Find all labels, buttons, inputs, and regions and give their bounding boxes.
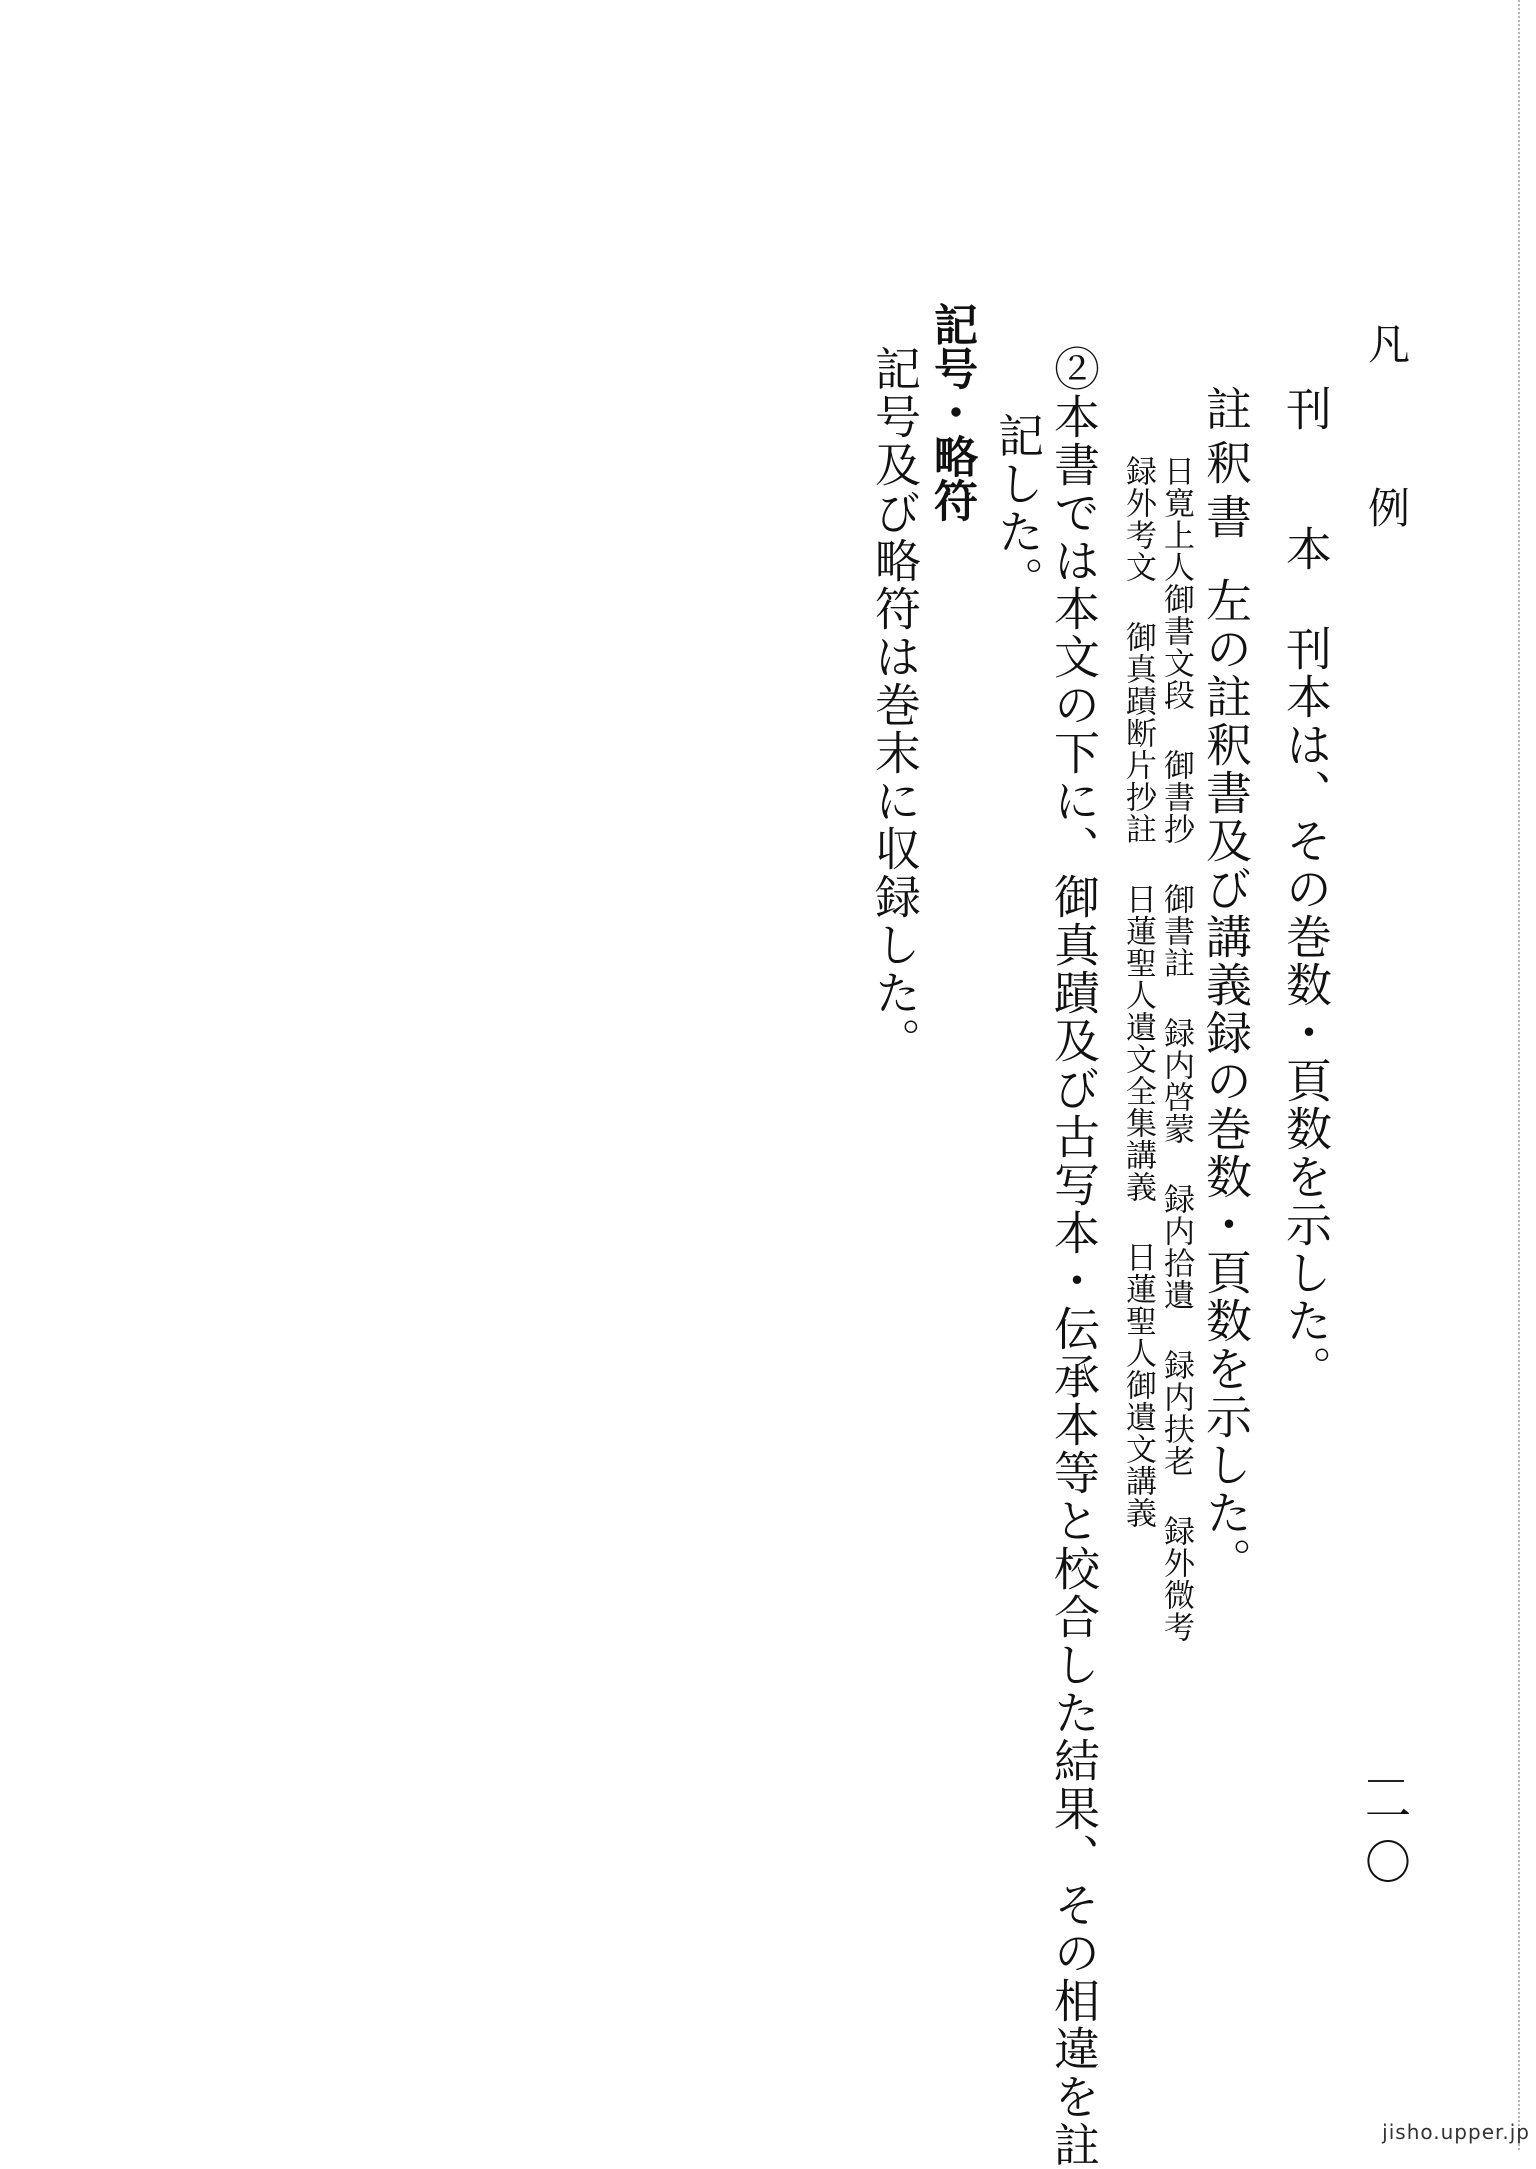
entry-kanpon — [1279, 385, 1333, 1393]
book-title: 御真蹟断片抄註 — [1120, 621, 1156, 845]
book-title: 日蓮聖人遺文全集講義 — [1120, 883, 1156, 1203]
page-number — [1358, 1780, 1412, 1884]
book-title: 録外考文 — [1120, 455, 1156, 583]
symbols-heading: 記号・略符 — [926, 302, 977, 522]
book-list-row-2 — [1120, 455, 1156, 1529]
book-title: 御書抄 — [1158, 749, 1194, 845]
section-heading: 凡 例 — [1362, 322, 1411, 568]
entry-kanpon-text: 刊本は、その巻数・頁数を示した。 — [1279, 625, 1333, 1393]
item-2-line-2: 記した。 — [991, 412, 1045, 604]
entry-kanpon-label: 刊 本 — [1279, 385, 1333, 595]
page-edge-line — [1518, 0, 1520, 2150]
book-title: 日寛上人御書文段 — [1158, 455, 1194, 711]
entry-chushaku — [1199, 385, 1253, 1585]
entry-chushaku-text: 左の註釈書及び講義録の巻数・頁数を示した。 — [1199, 577, 1253, 1585]
page-number-rule — [1368, 1780, 1404, 1782]
entry-chushaku-label: 註釈書 — [1199, 385, 1253, 547]
book-title: 録外微考 — [1158, 1515, 1194, 1643]
book-title: 日蓮聖人御遺文講義 — [1120, 1241, 1156, 1529]
book-title: 録内扶老 — [1158, 1349, 1194, 1477]
item-2-line-1: ②本書では本文の下に、御真蹟及び古写本・伝承本等と校合した結果、その相違を註 — [1047, 345, 1101, 2169]
book-title: 録内拾遺 — [1158, 1183, 1194, 1311]
page-number-text: 一〇 — [1358, 1792, 1412, 1884]
symbols-text: 記号及び略符は巻末に収録した。 — [868, 345, 922, 1065]
watermark: jisho.upper.jp — [1382, 2120, 1530, 2144]
book-title: 御書註 — [1158, 883, 1194, 979]
book-title: 録内啓蒙 — [1158, 1017, 1194, 1145]
book-list-row-1 — [1158, 455, 1194, 1643]
